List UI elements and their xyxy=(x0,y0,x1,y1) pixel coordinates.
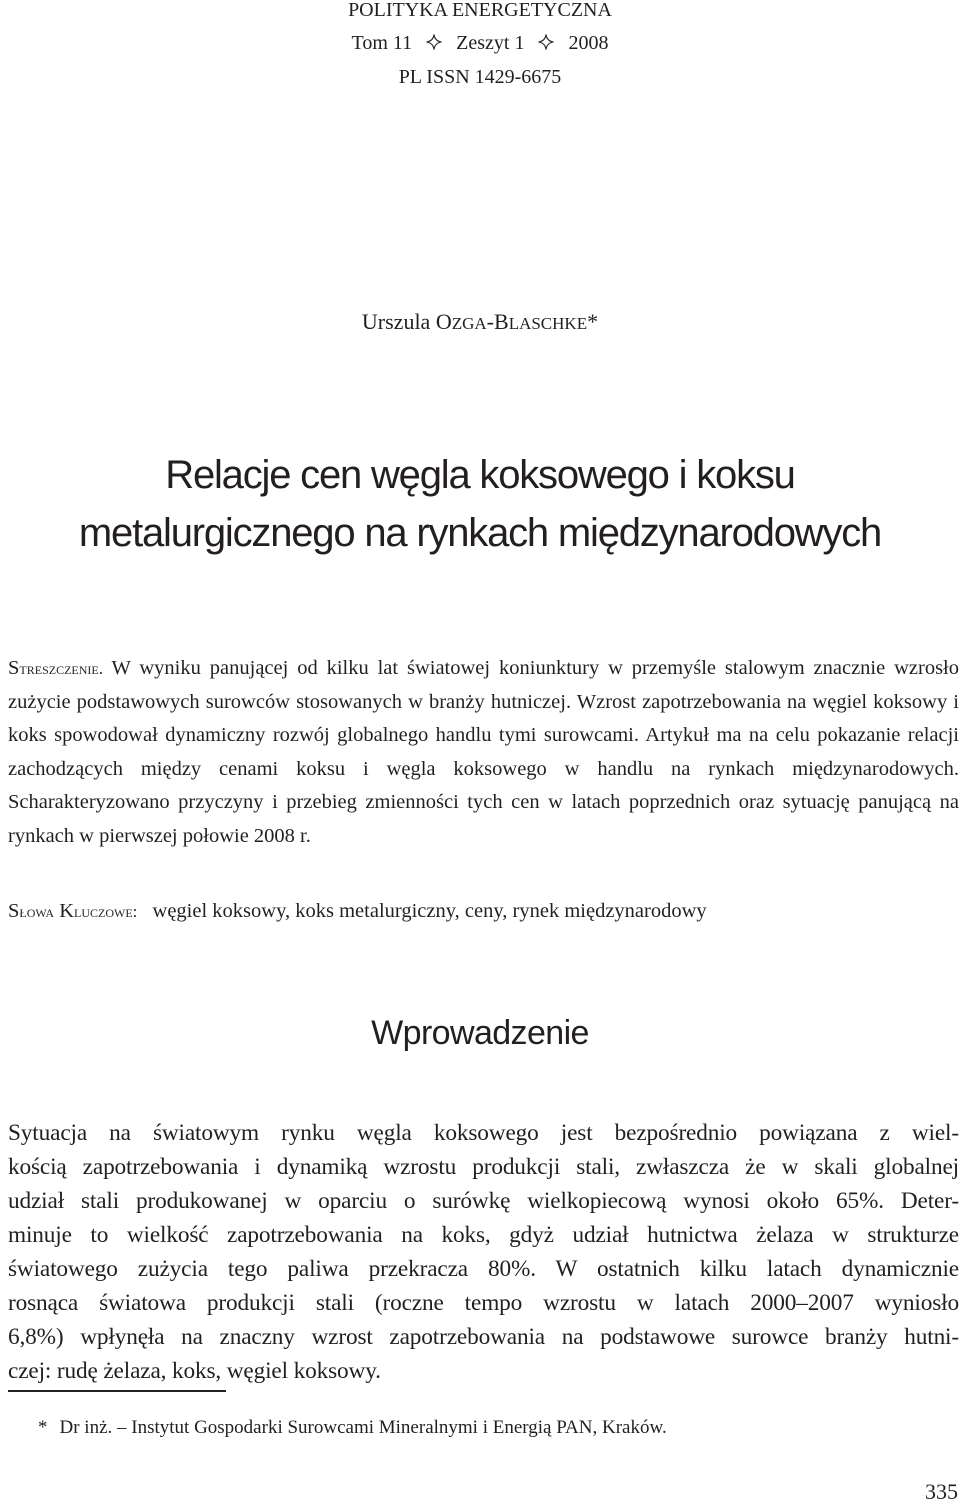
article-title xyxy=(0,446,960,562)
keywords-label-rest-1: łowa xyxy=(19,902,55,921)
body-line: światowego zużycia tego paliwa przekracza 80%. W ostatnich kilku latach dynamicznie xyxy=(8,1256,959,1282)
author-first-name: Urszula xyxy=(361,309,431,334)
article-title-line-2: metalurgicznego na rynkach międzynarodowych xyxy=(78,511,882,555)
footnote-text: Dr inż. – Instytut Gospodarki Surowcami Mineralnymi i Energią PAN, Kraków. xyxy=(59,1417,667,1438)
abstract-label-rest: treszczenie. xyxy=(19,659,103,678)
author-surname-initial-1: O xyxy=(435,309,452,334)
section-heading: Wprowadzenie xyxy=(371,1014,589,1052)
issn-line xyxy=(0,65,960,89)
volume-label: Tom 11 xyxy=(351,32,413,54)
abstract-text: W wyniku panującej od kilku lat światowej koniunktury w przemyśle stalowym znacznie wzrosło zużycie podstawowych surowców stosowanych w branży hutniczej. Wzrost zapotrzebowania na węgiel koksowy i koks spowodował dynamiczny rozwój globalnego handlu tymi surowcami. Artykuł ma na celu pokazanie relacji zachodzących między cenami koksu i węgla koksowego w handlu na rynkach międzynarodowych. Scharakteryzowano przyczyny i przebieg zmienności tych cen w latach poprzednich oraz sytuację panującą na rynkach w pierwszej połowie 2008 r. xyxy=(8,657,960,847)
footnote xyxy=(38,1415,938,1441)
author-footnote-mark: * xyxy=(587,309,599,334)
author-name xyxy=(0,308,960,338)
issue-label: Zeszyt 1 xyxy=(456,32,525,54)
body-line: rosnąca światowa produkcji stali (roczne tempo wzrostu w latach 2000–2007 wyniosło xyxy=(8,1290,959,1316)
four-point-star-outline-icon xyxy=(426,34,442,50)
body-line: kością zapotrzebowania i dynamiką wzrostu produkcji stali, zwłaszcza że w skali globalnej xyxy=(8,1154,959,1180)
keywords-label-rest-2: luczowe: xyxy=(74,902,138,921)
footnote-mark: * xyxy=(38,1417,48,1438)
volume-issue-line xyxy=(0,31,960,55)
body-line: 6,8%) wpłynęła na znaczny wzrost zapotrzebowania na podstawowe surowce branży hutni- xyxy=(8,1324,959,1350)
abstract xyxy=(8,652,959,853)
author-surname-hyphen: - xyxy=(486,309,494,334)
body-line: udział stali produkowanej w oparciu o surówkę wielkopiecową wynosi około 65%. Deter- xyxy=(8,1188,959,1214)
keywords-text: węgiel koksowy, koks metalurgiczny, ceny, rynek międzynarodowy xyxy=(152,900,707,922)
author-surname-rest-1: ZGA xyxy=(451,314,487,333)
body-paragraph xyxy=(8,1116,959,1388)
keywords-label-initial-2: K xyxy=(59,900,75,922)
year-label: 2008 xyxy=(568,32,609,54)
author-surname-initial-2: B xyxy=(494,309,509,334)
footnote-divider xyxy=(8,1390,226,1392)
keywords-label xyxy=(8,900,137,922)
article-title-line-1: Relacje cen węgla koksowego i koksu xyxy=(165,453,795,497)
keywords xyxy=(8,894,959,929)
body-line: czej: rudę żelaza, koks, węgiel koksowy. xyxy=(8,1358,381,1384)
journal-name xyxy=(0,0,960,22)
body-line: minuje to wielkość zapotrzebowania na koks, gdyż udział hutnictwa żelaza w strukturze xyxy=(8,1222,959,1248)
body-line: Sytuacja na światowym rynku węgla koksowego jest bezpośrednio powiązana z wiel- xyxy=(8,1120,959,1146)
issn-text: PL ISSN 1429-6675 xyxy=(398,66,562,88)
four-point-star-outline-icon xyxy=(538,34,554,50)
abstract-label xyxy=(8,657,103,679)
abstract-label-initial: S xyxy=(8,657,20,679)
page-number: 335 xyxy=(925,1479,958,1504)
journal-name-text: POLITYKA ENERGETYCZNA xyxy=(348,0,612,21)
author-surname-rest-2: LASCHKE xyxy=(508,314,588,333)
keywords-label-initial-1: S xyxy=(8,900,20,922)
